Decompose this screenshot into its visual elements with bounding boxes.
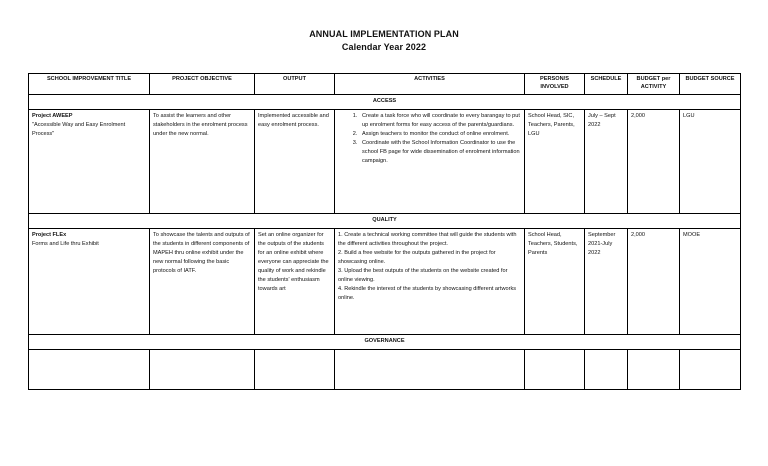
section-label: GOVERNANCE — [29, 335, 741, 350]
table-row — [29, 229, 741, 335]
list-item: 2. Build a free website for the outputs gathered in the project for showcasing online. — [338, 250, 496, 265]
table-row — [29, 350, 741, 390]
improvement-title-cell — [29, 110, 150, 214]
activities-cell — [335, 229, 525, 335]
project-subtitle: Forms and Life thru Exhibit — [32, 241, 99, 247]
budget-source-cell: MOOE — [680, 229, 741, 335]
activities-cell — [335, 110, 525, 214]
list-item: 1. Create a technical working committee that will guide the students with the different activities throughout the project. — [338, 232, 517, 247]
column-header: OUTPUT — [255, 74, 335, 95]
empty-cell — [680, 350, 741, 390]
table-row — [29, 110, 741, 214]
implementation-plan-table — [28, 73, 741, 390]
empty-cell — [150, 350, 255, 390]
list-item: 3. Upload the best outputs of the students on the website created for online viewing. — [338, 268, 508, 283]
list-item: 3. Coordinate with the School Information Coordinator to use the school FB page for wide dissemination of enrolment information campaign. — [359, 139, 521, 166]
objective-cell: To assist the learners and other stakeholders in the enrolment process under the new normal. — [150, 110, 255, 214]
output-cell: Implemented accessible and easy enrolment process. — [255, 110, 335, 214]
persons-cell: School Head, SIC, Teachers, Parents, LGU — [525, 110, 585, 214]
persons-cell: School Head, Teachers, Students, Parents — [525, 229, 585, 335]
section-row-quality — [29, 214, 741, 229]
column-header: PROJECT OBJECTIVE — [150, 74, 255, 95]
document-subtitle: Calendar Year 2022 — [341, 42, 427, 52]
improvement-title-cell — [29, 229, 150, 335]
section-label: QUALITY — [29, 214, 741, 229]
project-subtitle: "Accessible Way and Easy Enrolment Process" — [32, 122, 126, 137]
document-title: ANNUAL IMPLEMENTATION PLAN — [309, 29, 459, 39]
empty-cell — [29, 350, 150, 390]
section-row-access — [29, 95, 741, 110]
column-header: ACTIVITIES — [335, 74, 525, 95]
column-header: BUDGET SOURCE — [680, 74, 741, 95]
empty-cell — [255, 350, 335, 390]
budget-source-cell: LGU — [680, 110, 741, 214]
project-title: Project AWEEP — [32, 113, 73, 119]
column-header: PERSON/S INVOLVED — [525, 74, 585, 95]
column-header: BUDGET per ACTIVITY — [628, 74, 680, 95]
objective-cell: To showcase the talents and outputs of the students in different components of MAPEH thru online exhibit under the new normal following the basic protocols of IATF. — [150, 229, 255, 335]
section-row-governance — [29, 335, 741, 350]
table-header-row — [29, 74, 741, 95]
column-header: SCHOOL IMPROVEMENT TITLE — [29, 74, 150, 95]
empty-cell — [628, 350, 680, 390]
empty-cell — [585, 350, 628, 390]
column-header: SCHEDULE — [585, 74, 628, 95]
budget-cell: 2,000 — [628, 229, 680, 335]
empty-cell — [525, 350, 585, 390]
budget-cell: 2,000 — [628, 110, 680, 214]
list-item: 4. Rekindle the interest of the students by showcasing different artworks online. — [338, 286, 517, 301]
output-cell: Set an online organizer for the outputs of the students for an online exhibit where everyone can appreciate the quality of work and rekindle the students' enthusiasm towards art — [255, 229, 335, 335]
list-item: 2. Assign teachers to monitor the conduct of online enrolment. — [359, 130, 521, 139]
empty-cell — [335, 350, 525, 390]
list-item: 1. Create a task force who will coordinate to every barangay to put up enrolment forms for easy access of the parents/guardians. — [359, 112, 521, 130]
schedule-cell: September 2021-July 2022 — [585, 229, 628, 335]
section-label: ACCESS — [29, 95, 741, 110]
activities-list — [338, 112, 521, 166]
project-title: Project FLEx — [32, 232, 67, 238]
schedule-cell: July – Sept 2022 — [585, 110, 628, 214]
